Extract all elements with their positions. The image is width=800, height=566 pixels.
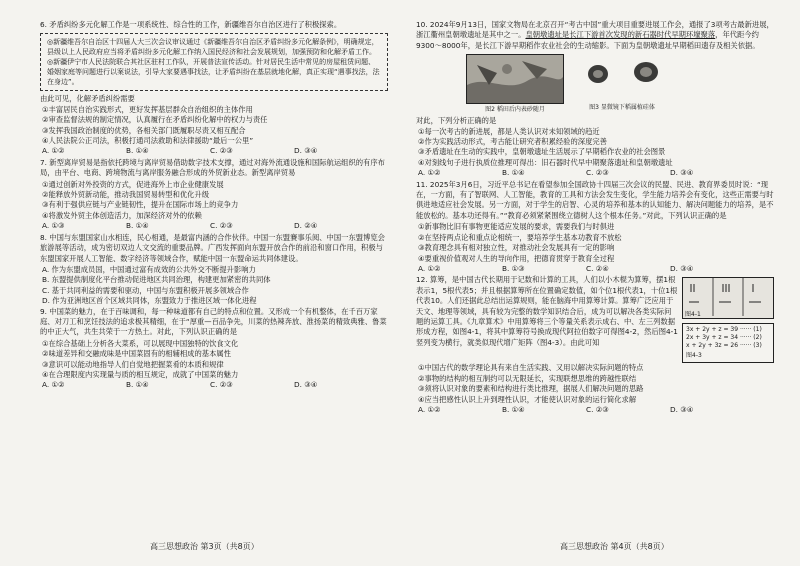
q11-stem: 11. 2025年3月6日，习近平总书记在看望参加全国政协十四届三次会议的民盟、民进、教育界委员时说：“现在，一方面，有了智联网、人工智能，教育的工具和方法会发生变化，学生能力培养会有变化，这些正需要与时俱进地适应社会发展。另一方面，对于学生的启智、心灵的培养和基本的认知能力、解决问题能力的培养，是不能放松的。基本功还得有。”“教育必须紧紧围绕立德树人这个根本任务。”对此，下列认识正确的是 [416,179,774,220]
q11-choice-c: C. ②④ [586,263,609,273]
q6-option-3: ③发挥我国政治制度的优势，各相关部门既履职尽责又相互配合 [42,125,246,135]
q9-stem: 9. 中国菜的魅力，在于百味调和，每一种味道都有自己的特点和位置。又形成一个有机整体，在千百万家庭、对刀工和烹饪技法的追求极其精细，在于“厚重—百品争先，川菜的热辣奔放、淮扬菜的精致典雅、鲁菜的中正大气，共生共荣于一方热土。对此，下列认识正确的是 [40,306,387,337]
q12-choice-b: B. ①④ [502,404,525,414]
q11-option-2: ②在坚持两点论和重点论相统一，要培养学生基本功教育不放松 [418,232,622,242]
q9-option-1: ①在综合基础上分析各大菜系，可以展现中国独特的饮食文化 [42,338,239,348]
q6-choice-a: A. ①② [42,146,65,156]
q12-block [416,275,774,363]
q6-material-2: ◎新疆伊宁市人民法院联合其社区驻村工作队，开展普法宣传活动。针对居民生活中常见的房屋租赁问题、婚姻家庭等问题进行以案说法，引导大家要遇事找法，让矛盾纠纷在基层就地化解，真正实现“遇事找法，法在身边”。 [47,58,380,87]
q10-figure-2-caption: 图2 稻田后内表砂随月 [485,106,545,114]
q10-stem-b: ，年代距今约9300～8000年，是长江下游早期稻作农业社会的生动缩影。下面为皇朝墩遗址早期稻田遗存及相关依据。 [416,30,760,50]
left-page-footer: 高三思想政治 第3页（共8页） [150,542,259,551]
counting-rod-figure [682,277,774,319]
q6-choice-d: D. ③④ [294,146,318,156]
q6-material-box [40,33,388,91]
q12-option-3: ③须将认识对象的要素和结构进行类比推理，据展人们解决问题的思路 [418,384,644,394]
q8-stem: 8. 中国与东盟国家山水相连，民心相通，是最富内涵的合作伙伴。中国一东盟賽事乐阅、中国一东盟博览会旅游展等活动，成为密切双边人文交流的重要品牌。广西发挥面向东盟开放合作的前沿和窗口作用，积极与东盟国家开展人工智能、数字经济等领域合作，赋能中国一东盟命运共同体建设。 [40,232,385,263]
q10-figure-3 [574,54,670,114]
equation-box [682,323,774,363]
q6-stem: 6. 矛盾纠纷多元化解工作是一项系统性、综合性的工作，新疆维吾尔自治区进行了积极探索。 [40,20,342,29]
q12-choice-c: C. ②③ [586,404,609,414]
q11-option-4: ④要重视价值观对人生的导向作用，把德育贯穿于教育全过程 [418,253,615,263]
q12-option-2: ②事物的结构的相互制约可以无限延长，实现联想思维的跨越性联结 [418,373,637,383]
q9-choice-a: A. ①② [42,380,65,390]
q12-choice-d: D. ③④ [670,404,694,414]
right-page [400,0,800,566]
q8-option-b: B. 东盟提供制度化平台推动促进地区共同治理，构建更加紧密的共同体 [42,275,271,285]
q7-choice-b: B. ①④ [126,221,149,231]
q10-option-3: ③矛盾遗址在生动的实践中，皇朝墩遗址生活展示了早期稻作农业的社会图景 [418,147,666,157]
q12-text [416,275,678,363]
q9-choice-c: C. ②③ [210,380,233,390]
q11-choice-b: B. ①③ [502,263,525,273]
q12-figure-4-1-caption: 图4-1 [685,311,701,319]
q6-option-2: ②审查监督法规的制定情况，认真履行在矛盾纠纷化解中的权力与责任 [42,115,268,125]
q7-option-2: ②能释放外贸新动能，推动我国贸易转型和优化升级 [42,190,210,200]
q10-choice-c: C. ②③ [586,168,609,178]
q10-lead: 对此，下列分析正确的是 [416,116,497,126]
q7-stem: 7. 新型离岸贸易是指依托跨境与离岸贸易借助数字技术支撑，通过对海外流通设施和国际航运组织的有序布局，由平台、电商、跨境物流与离岸服务融合形成的外贸新业态。新型离岸贸易 [40,157,385,178]
q11-choice-a: A. ①② [418,263,441,273]
q11-option-1: ①新事物比旧有事物更能适应发展的要求，需要我们与时俱进 [418,222,615,232]
q10-figure-2 [466,54,564,114]
q9-option-2: ②味道差异和交融成味是中国菜固有的相辅相成的基本属性 [42,349,231,359]
q7-choice-a: A. ①③ [42,221,65,231]
q6-choice-b: B. ①④ [126,146,149,156]
q6-choices [40,146,388,156]
q10-figures [466,54,774,114]
q10-stem [416,20,774,51]
q8-option-a: A. 作为东盟成员国，中国通过富有成效的公共外交不断提升影响力 [42,264,256,274]
rice-field-soil-image [466,54,564,104]
q12-figure-4-3-caption: 图4-3 [686,352,702,360]
q12-option-4: ④应当把感性认识上升到理性认识，才能使认识对象的运行简化求解 [418,394,637,404]
equation-3: x + 2y + 3z = 26 ······ (3) [686,342,762,350]
q12-choice-a: A. ①② [418,404,441,414]
q11-choices [416,264,774,274]
q8-option-c: C. 基于共同利益的需要和驱动，中国与东盟积极开展多领域合作 [42,285,249,295]
q9-option-4: ④在合理限度内实现量与质的相互规定，成就了中国菜的魅力 [42,369,239,379]
q9-choice-b: B. ①④ [126,380,149,390]
q6-option-1: ①丰富居民自治实践形式，更好发挥基层群众自治组织的主体作用 [42,104,253,114]
q9-choice-d: D. ③④ [294,380,318,390]
q10-choice-d: D. ③④ [670,168,694,178]
q10-option-1: ①每一次考古的新进展，都是人类认识对未知领域的趋近 [418,126,600,136]
q6-choice-c: C. ②③ [210,146,233,156]
q8-option-d: D. 作为亚洲地区首个区域共同体，东盟致力于推进区域一体化进程 [42,296,257,306]
q7-choice-d: D. ②④ [294,221,318,231]
q10-stem-underlined: 皇朝墩遗址是长江下游首次发现的新石器时代早期环壕聚落 [525,30,716,40]
q6-option-4: ④人民法院公正司法，积极打通司法救助和法律援助“最后一公里” [42,136,254,146]
q10-choices [416,168,774,178]
q10-choice-b: B. ①④ [502,168,525,178]
q10-choice-a: A. ①② [418,168,441,178]
q12-stem: 12. 算筹，是中国古代长期用于记数和计算的工具，人们以小木棍为算筹，摆1根表示1，5根代表5；并且根据算筹所在位置确定数值，如个位1根代表1，十位1根代表10。人们还据此总结出运算规则，能在脑海中用算筹计算。算筹广泛应用于天文、地理等领域，具有较为完整的数学知识结合后，成为可以解决各类实际问题的运算工具。《九章算术》中用算筹将三个等量关系表示成右、中、左三列数据形成方程，如图4-1，将其中算筹符号换成现代阿拉伯数字可得图4-2，然后图4-1竖列变为横行，就类似现代增广矩阵（图4-3）。由此可知 [416,275,678,347]
equation-2: 2x + 3y + z = 34 ······ (2) [686,334,762,342]
q12-option-1: ①中国古代的数学理论具有来自生活实践、又用以解决实际问题的特点 [418,363,644,373]
q12-figures [682,277,774,363]
q10-stem-a: 10. 2024年9月13日，国家文物局在北京召开“考古中国”重大项目重要进展工作会，通报了3项考古最新进展，浙江衢州皇朝墩遗址是其中之一。 [416,20,774,40]
q12-choices [416,405,774,415]
q9-option-3: ③意识可以能动地指导人们自觉地把握菜肴的本质和规律 [42,359,224,369]
q6-material-1: ◎新疆维吾尔自治区十四届人大三次会议审议通过《新疆维吾尔自治区矛盾纠纷多元化解条例》，明确规定，县级以上人民政府应当将矛盾纠纷多元化解工作纳入国民经济和社会发展规划，加强预防和化解矛盾工作。 [47,38,379,57]
q11-option-3: ③教育理念具有相对独立性，对推动社会发展具有一定的影响 [418,243,615,253]
q11-choice-d: D. ③④ [670,263,694,273]
phytolith-microscope-image [574,54,670,102]
q7-choice-c: C. ②③ [210,221,233,231]
q7-option-4: ④将激发外贸主体创造活力，加深经济对外的依赖 [42,210,202,220]
q9-choices [40,380,388,390]
equation-1: 3x + 2y + z = 39 ······ (1) [686,326,762,334]
q10-option-4: ④对刻线句子进行执质位推理可得出：旧石器时代早中期聚落遗址和皇朝墩遗址 [418,157,673,167]
q7-option-1: ①通过创新对外投资的方式，促进海外上市企业健康发展 [42,179,224,189]
q10-figure-3-caption: 图3 显微镜下稻属植硅体 [589,104,655,112]
right-page-footer: 高三思想政治 第4页（共8页） [560,542,669,551]
q7-choices [40,221,388,231]
q10-option-2: ②作为实践活动形式，考古能让研究者积累经验的深度完善 [418,137,607,147]
q7-option-3: ③有利于强供应链与产业链韧性，提升在国际市场上的竞争力 [42,200,239,210]
q6-lead: 由此可见，化解矛盾纠纷需要 [40,94,135,104]
